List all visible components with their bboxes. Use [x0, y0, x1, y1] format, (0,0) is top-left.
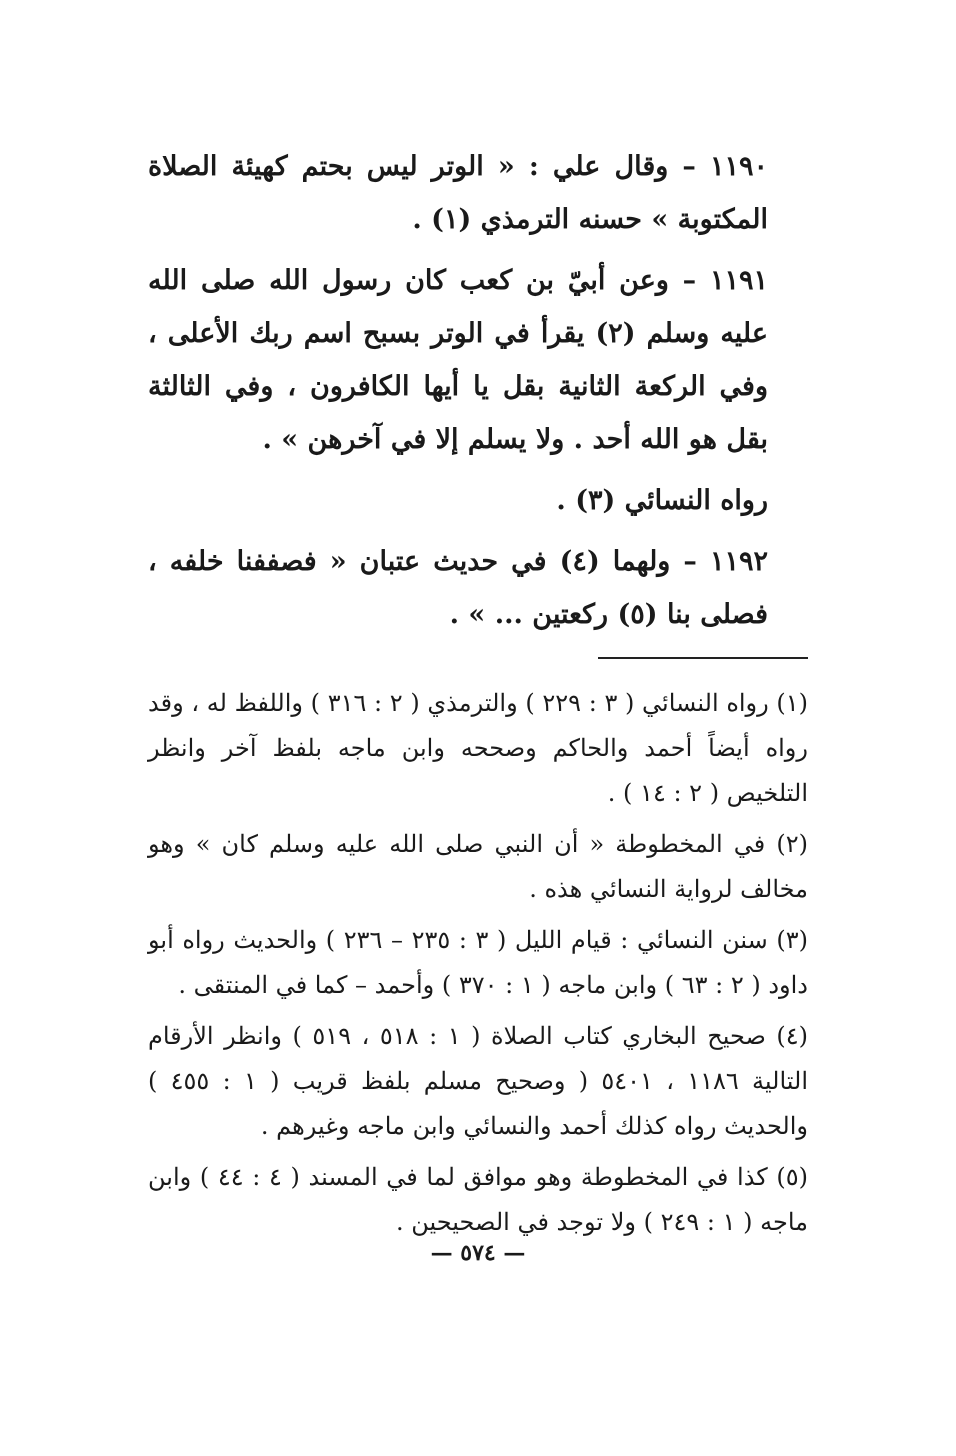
- footnotes: [148, 681, 808, 1245]
- hadith-1191: ١١٩١ – وعن أبيّ بن كعب كان رسول الله صلى الله عليه وسلم (٢) يقرأ في الوتر بسبح اسم ربك الأعلى ، وفي الركعة الثانية بقل يا أيها الكافرون ، وفي الثالثة بقل هو الله أحد . ولا يسلم إلا في آخرهن » .: [148, 265, 768, 455]
- hadith-1191-source: رواه النسائي (٣) .: [556, 485, 768, 516]
- footnote-4: (٤) صحيح البخاري كتاب الصلاة ( ١ : ٥١٨ ، ٥١٩ ) وانظر الأرقام التالية ١١٨٦ ، ٥٤٠١ ( وصحيح مسلم بلفظ قريب ( ١ : ٤٥٥ ) والحديث رواه كذلك أحمد والنسائي وابن ماجه وغيرهم .: [148, 1022, 809, 1140]
- main-text: [148, 140, 808, 641]
- footnote-1: (١) رواه النسائي ( ٣ : ٢٢٩ ) والترمذي ( ٢ : ٣١٦ ) واللفظ له ، وقد رواه أيضاً أحمد والحاكم وصححه وابن ماجه بلفظ آخر وانظر التلخيص ( ٢ : ١٤ ) .: [148, 689, 809, 807]
- footnote-2: (٢) في المخطوطة « أن النبي صلى الله عليه وسلم كان » وهو مخالف لرواية النسائي هذه .: [148, 830, 808, 903]
- page-number: — ٥٧٤ —: [430, 1240, 526, 1266]
- footnote-3: (٣) سنن النسائي : قيام الليل ( ٣ : ٢٣٥ – ٢٣٦ ) والحديث رواه أبو داود ( ٢ : ٦٣ ) وابن ماجه ( ١ : ٣٧٠ ) وأحمد – كما في المنتقى .: [148, 926, 808, 999]
- book-page: [148, 140, 808, 1251]
- hadith-1192: ١١٩٢ – ولهما (٤) في حديث عتبان « فصففنا خلفه ، فصلى بنا (٥) ركعتين ... » .: [148, 546, 768, 630]
- footnote-divider: [598, 657, 808, 659]
- footnote-5: (٥) كذا في المخطوطة وهو موافق لما في المسند ( ٤ : ٤٤ ) وابن ماجه ( ١ : ٢٤٩ ) ولا توجد في الصحيحين .: [148, 1163, 809, 1236]
- hadith-1190: ١١٩٠ – وقال علي : « الوتر ليس بحتم كهيئة الصلاة المكتوبة » حسنه الترمذي (١) .: [148, 151, 768, 235]
